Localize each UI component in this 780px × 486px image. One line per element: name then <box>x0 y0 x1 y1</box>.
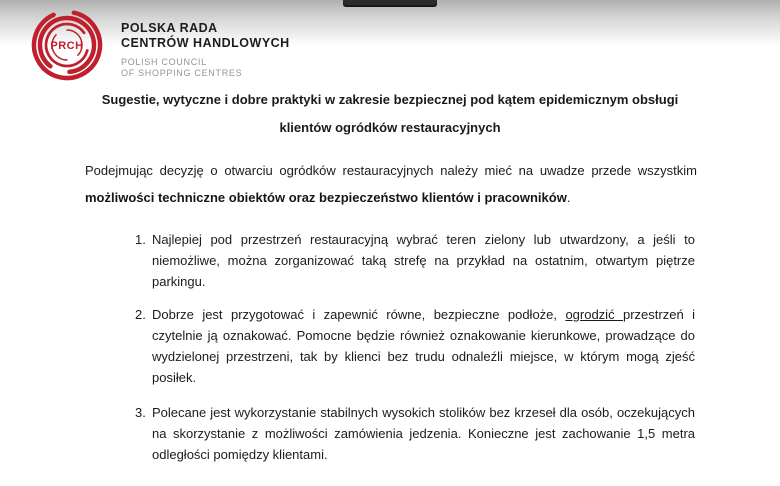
list-item-2 <box>135 304 695 388</box>
window-handle-bar <box>343 0 437 7</box>
list-item-2-text-after: przestrzeń i czytelnie ją oznakować. Pomocne będzie również oznakowanie kierunkowe, prowadzące do wydzielonej przestrzeni, tak by klienci bez trudu odnaleźli miejsce, w którym mogą zjeść posiłek. <box>152 307 695 385</box>
document-title: Sugestie, wytyczne i dobre praktyki w zakresie bezpiecznej pod kątem epidemicznym obsługi klientów ogródków restauracyjnych <box>101 92 679 135</box>
logo-acronym: PRCH <box>50 40 84 52</box>
logo-title-line2: CENTRÓW HANDLOWYCH <box>121 36 290 50</box>
list-item-3 <box>135 402 695 465</box>
intro-text-end: . <box>566 190 571 205</box>
list-item-3-number: 3. <box>135 405 146 420</box>
list-item-1 <box>135 229 695 292</box>
logo-subtitle-line1: POLISH COUNCIL <box>121 57 207 67</box>
list-item-2-underlined: ogrodzić <box>565 307 623 322</box>
intro-text-start: Podejmując decyzję o otwarciu ogródków restauracyjnych należy mieć na uwadze przede wszystkim <box>85 163 697 178</box>
logo-title-line1: POLSKA RADA <box>121 21 218 35</box>
prch-logo <box>28 8 290 82</box>
list-item-1-number: 1. <box>135 232 146 247</box>
logo-wordmark <box>121 8 290 78</box>
list-item-3-text: Polecane jest wykorzystanie stabilnych wysokich stolików bez krzeseł dla osób, oczekujących na skorzystanie z możliwości zamówienia jedzenia. Konieczne jest zachowanie 1,5 metra odległości pomiędzy klientami. <box>152 405 695 462</box>
intro-paragraph <box>85 157 697 211</box>
logo-subtitle-line2: OF SHOPPING CENTRES <box>121 67 243 78</box>
prch-logo-mark <box>28 8 106 82</box>
list-item-2-number: 2. <box>135 307 146 322</box>
list-item-2-text: Dobrze jest przygotować i zapewnić równe, bezpieczne podłoże, <box>152 307 566 322</box>
list-item-1-text: Najlepiej pod przestrzeń restauracyjną wybrać teren zielony lub utwardzony, a jeśli to niemożliwe, można zorganizować taką strefę na przykład na ostatnim, otwartym piętrze parkingu. <box>152 232 695 289</box>
intro-text-bold: możliwości techniczne obiektów oraz bezpieczeństwo klientów i pracowników <box>85 190 567 205</box>
